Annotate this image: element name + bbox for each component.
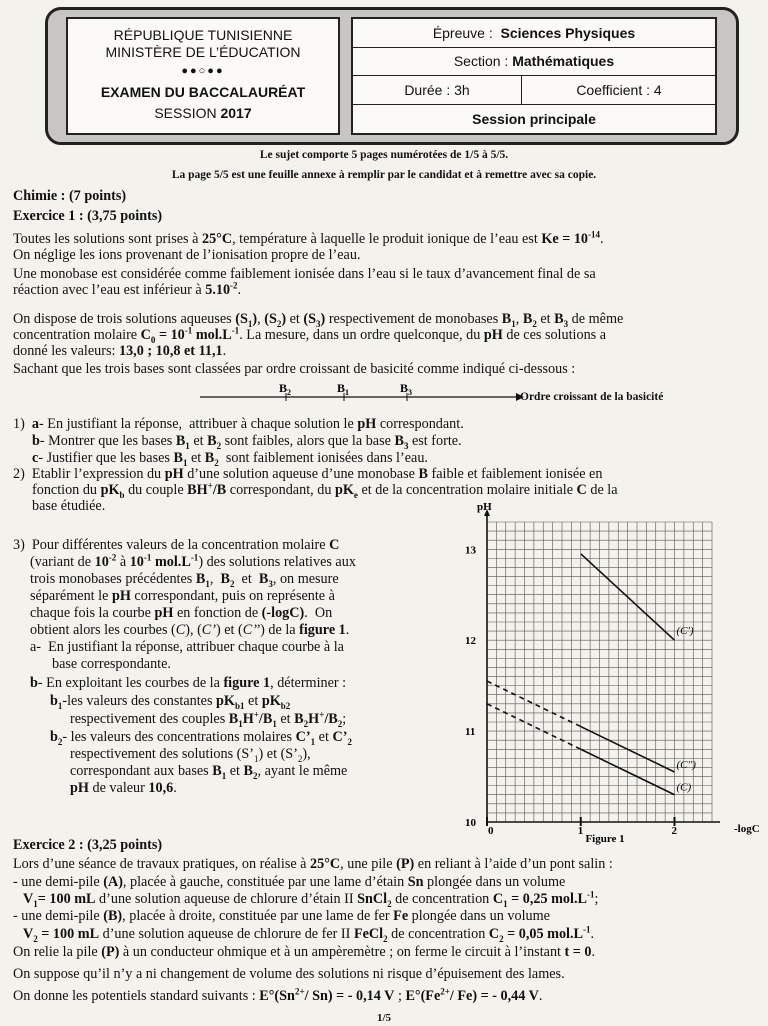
y-tick-label: 13: [465, 544, 476, 557]
ex1-text: On néglige les ions provenant de l’ionisation propre de l’eau.: [13, 247, 361, 263]
q1c: c- Justifier que les bases $B_1$ et $B_2$ sont faiblement ionisées dans l’eau.: [32, 450, 428, 468]
ex2-text: - une demi-pile (B), placée à droite, constituée par une lame de fer Fe plongée dans un volume: [13, 908, 550, 924]
ordre-label: Ordre croissant de la basicité: [520, 391, 664, 403]
q2: fonction du $pK_b$ du couple BH+/B correspondant, du $pK_e$ et de la concentration molaire initiale C de la: [32, 480, 618, 500]
q3b: b- En exploitant les courbes de la figure 1, déterminer :: [30, 675, 347, 691]
y-axis-label: pH: [477, 501, 492, 513]
ex2-text: On suppose qu’il n’y a ni changement de volume des solutions ni risque d’épuisement des lames.: [13, 966, 565, 982]
q3: 3) Pour différentes valeurs de la concentration molaire C: [13, 537, 340, 553]
q3: trois monobases précédentes $B_1$, $B_2$ et $B_3$, on mesure: [30, 571, 339, 589]
q3b1: respectivement des couples $B_1H^+/B_1$ et $B_2H^+/B_2$;: [70, 709, 347, 729]
ex2-text: - une demi-pile (A), placée à gauche, constituée par une lame d’étain Sn plongée dans un volume: [13, 874, 566, 890]
epreuve-row: Épreuve : Sciences Physiques: [353, 19, 715, 48]
q3b2: $b_2-$ les valeurs des concentrations molaires $C’_1$ et $C’_2$: [50, 729, 352, 747]
coefficient-label: Coefficient : 4: [576, 81, 662, 98]
x-tick-label: 2: [671, 825, 677, 837]
ex1-text: Toutes les solutions sont prises à 25°C, température à laquelle le produit ionique de l’eau est $Ke = 10^{-14}$.: [13, 229, 604, 247]
ex1-text: Une monobase est considérée comme faiblement ionisée dans l’eau si le taux d’avancement final de sa: [13, 266, 596, 282]
chart-title: Figure 1: [585, 833, 625, 845]
ex1-text: donné les valeurs: 13,0 ; 10,8 et 11,1.: [13, 343, 227, 359]
ex2-text: On donne les potentiels standard suivants : $E^\circ(Sn^{2+}/$ Sn) = - 0,14 V ; $E^\circ(Fe^{2+}/$ Fe) = - 0,44 V.: [13, 986, 543, 1004]
duree-label: Durée : 3h: [353, 75, 522, 104]
x-tick-label: 0: [488, 825, 494, 837]
duree-row: [353, 75, 715, 105]
exam-label: EXAMEN DU BACCALAURÉAT: [100, 84, 306, 100]
y-tick-label: 12: [465, 635, 476, 648]
ex2-text: $V_2 = 100$ mL d’une solution aqueuse de chlorure de fer II FeCl$_2$ de concentration $C_2 = 0,05$ $mol.L^{-1}$.: [23, 924, 595, 944]
ex2-text: Lors d’une séance de travaux pratiques, on réalise à 25°C, une pile (P) en reliant à l’aide d’un pont salin :: [13, 856, 613, 872]
q3b1: $b_1$-les valeurs des constantes $pK_{b1}$ et $pK_{b2}$: [50, 693, 291, 711]
republic-label: RÉPUBLIQUE TUNISIENNE: [113, 27, 293, 43]
q3: obtient alors les courbes (C), (C’) et (C’’) de la figure 1.: [30, 622, 350, 638]
q3: (variant de $10^{-2}$ à $10^{-1}$ $mol.L^{-1}$) des solutions relatives aux: [30, 552, 356, 570]
pages-note: Le sujet comporte 5 pages numérotées de 1/5 à 5/5.: [259, 149, 509, 161]
base-b3-label: $B_3$: [400, 381, 413, 397]
ministry-label: MINISTÈRE DE L’ÉDUCATION: [105, 44, 301, 60]
q3b2: respectivement des solutions $(S’_1)$ et $(S’_2)$,: [70, 746, 311, 764]
ex1-text: Sachant que les trois bases sont classées par ordre croissant de basicité comme indiqué ci-dessous :: [13, 361, 576, 377]
session-label: SESSION 2017: [154, 105, 252, 121]
ex1-text: concentration molaire $C_0 = 10^{-1}$ $mol.L^{-1}$. La mesure, dans un ordre quelconque, du pH de ces solutions a: [13, 325, 607, 345]
session-type-row: Session principale: [472, 110, 596, 127]
x-tick-label: 1: [577, 825, 584, 837]
q2: 2) Etablir l’expression du pH d’une solution aqueuse d’une monobase B faible et faiblement ionisée en: [13, 466, 603, 482]
header-left-box: [66, 17, 340, 135]
header-right-box: [351, 17, 717, 135]
series-label: (C''): [676, 759, 696, 771]
section-row: Section : Mathématiques: [353, 47, 715, 76]
series-label: (C'): [676, 625, 694, 638]
y-tick-label: 11: [465, 726, 476, 739]
ex2-text: $V_1= 100$ mL d’une solution aqueuse de chlorure d’étain II SnCl$_2$ de concentration $C_1 = 0,25$ $mol.L^{-1}$;: [23, 889, 599, 909]
series-label: (C): [676, 781, 692, 794]
x-axis-label: -logC: [734, 823, 760, 835]
q1b: b- Montrer que les bases $B_1$ et $B_2$ sont faibles, alors que la base $B_3$ est forte.: [32, 433, 462, 451]
base-b2-label: $B_2$: [279, 381, 292, 397]
q3: chaque fois la courbe pH en fonction de (-logC). On: [30, 605, 333, 621]
q3: séparément le pH correspondant, puis on représente à: [30, 588, 335, 604]
exercice1-title: Exercice 1 : (3,75 points): [13, 208, 163, 224]
base-b1-label: $B_1$: [337, 381, 350, 397]
q2: base étudiée.: [32, 498, 106, 514]
ex1-text: réaction avec l’eau est inférieur à $5.10^{-2}$.: [13, 280, 242, 298]
exercice2-title: Exercice 2 : (3,25 points): [13, 837, 163, 853]
q3a: a- En justifiant la réponse, attribuer chaque courbe à la: [30, 639, 344, 655]
annex-note: La page 5/5 est une feuille annexe à remplir par le candidat et à remettre avec sa copie.: [171, 169, 597, 181]
q1a: 1) a- En justifiant la réponse, attribuer à chaque solution le pH correspondant.: [13, 416, 464, 432]
figure-1-chart: [460, 500, 760, 845]
q3b2: pH de valeur 10,6.: [70, 780, 177, 796]
y-tick-label: 10: [465, 817, 476, 829]
q3b2: correspondant aux bases $B_1$ et $B_2$, ayant le même: [70, 763, 348, 781]
ex2-text: On relie la pile (P) à un conducteur ohmique et à un ampèremètre ; on ferme le circuit à l’instant t = 0.: [13, 944, 596, 960]
ex1-text: On dispose de trois solutions aqueuses $(S_1)$, $(S_2)$ et $(S_3)$ respectivement de monobases $B_1$, $B_2$ et $B_3$ de même: [13, 311, 624, 329]
chimie-title: Chimie : (7 points): [13, 188, 127, 204]
q3a: base correspondante.: [52, 656, 171, 672]
page-number: 1/5: [376, 1012, 392, 1024]
dots-ornament: ●●○●●: [181, 65, 225, 77]
